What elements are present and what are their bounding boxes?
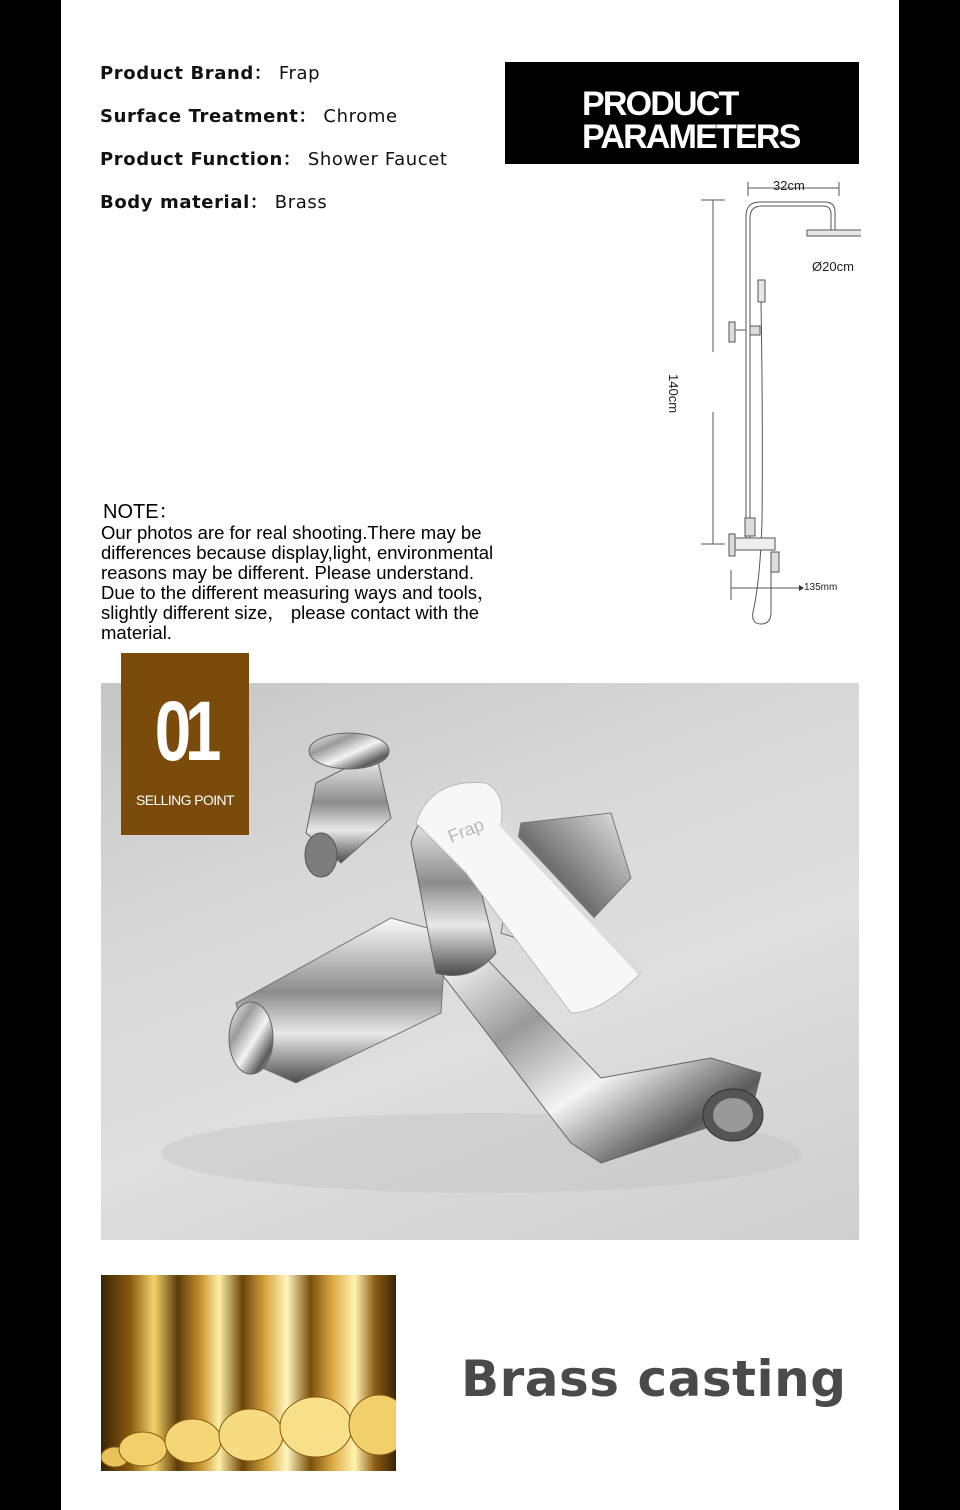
brass-casting-title: Brass casting xyxy=(461,1350,847,1408)
params-title-line1: PRODUCT xyxy=(582,85,738,123)
selling-point-number: 01 xyxy=(154,684,216,778)
faucet-brand-logo: Frap xyxy=(445,814,487,847)
brass-rods-photo xyxy=(101,1275,396,1471)
note-title: NOTE： xyxy=(103,501,179,523)
note-body xyxy=(101,523,601,643)
spec-surface-treatment: Surface Treatment： Chrome xyxy=(100,106,398,127)
shower-dimension-diagram xyxy=(621,172,861,642)
spec-product-function: Product Function： Shower Faucet xyxy=(100,149,448,170)
params-title-line2: PARAMETERS xyxy=(582,118,800,156)
spec-body-material: Body material： Brass xyxy=(100,192,328,213)
note-line: Our photos are for real shooting.There may be xyxy=(101,522,482,543)
note-line: reasons may be different. Please understand. xyxy=(101,562,474,583)
head-diameter-label: Ø20cm xyxy=(812,259,854,274)
spacing-dimension-label: 135mm xyxy=(804,582,838,593)
product-parameters-banner xyxy=(505,62,859,164)
spec-brand: Product Brand： Frap xyxy=(100,63,321,84)
height-dimension-label: 140cm xyxy=(666,374,681,414)
note-line: material. xyxy=(101,622,172,643)
selling-point-badge xyxy=(121,653,249,835)
product-page xyxy=(61,0,899,1510)
note-line: differences because display,light, environmental xyxy=(101,542,494,563)
note-line: slightly different size， please contact with the xyxy=(101,602,480,623)
shower-diagram-drawing xyxy=(621,172,861,642)
brass-rod-ends xyxy=(101,1275,396,1471)
note-line: Due to the different measuring ways and tools， xyxy=(101,582,496,603)
selling-point-label: SELLING POINT xyxy=(135,792,234,808)
width-dimension-label: 32cm xyxy=(773,178,805,193)
